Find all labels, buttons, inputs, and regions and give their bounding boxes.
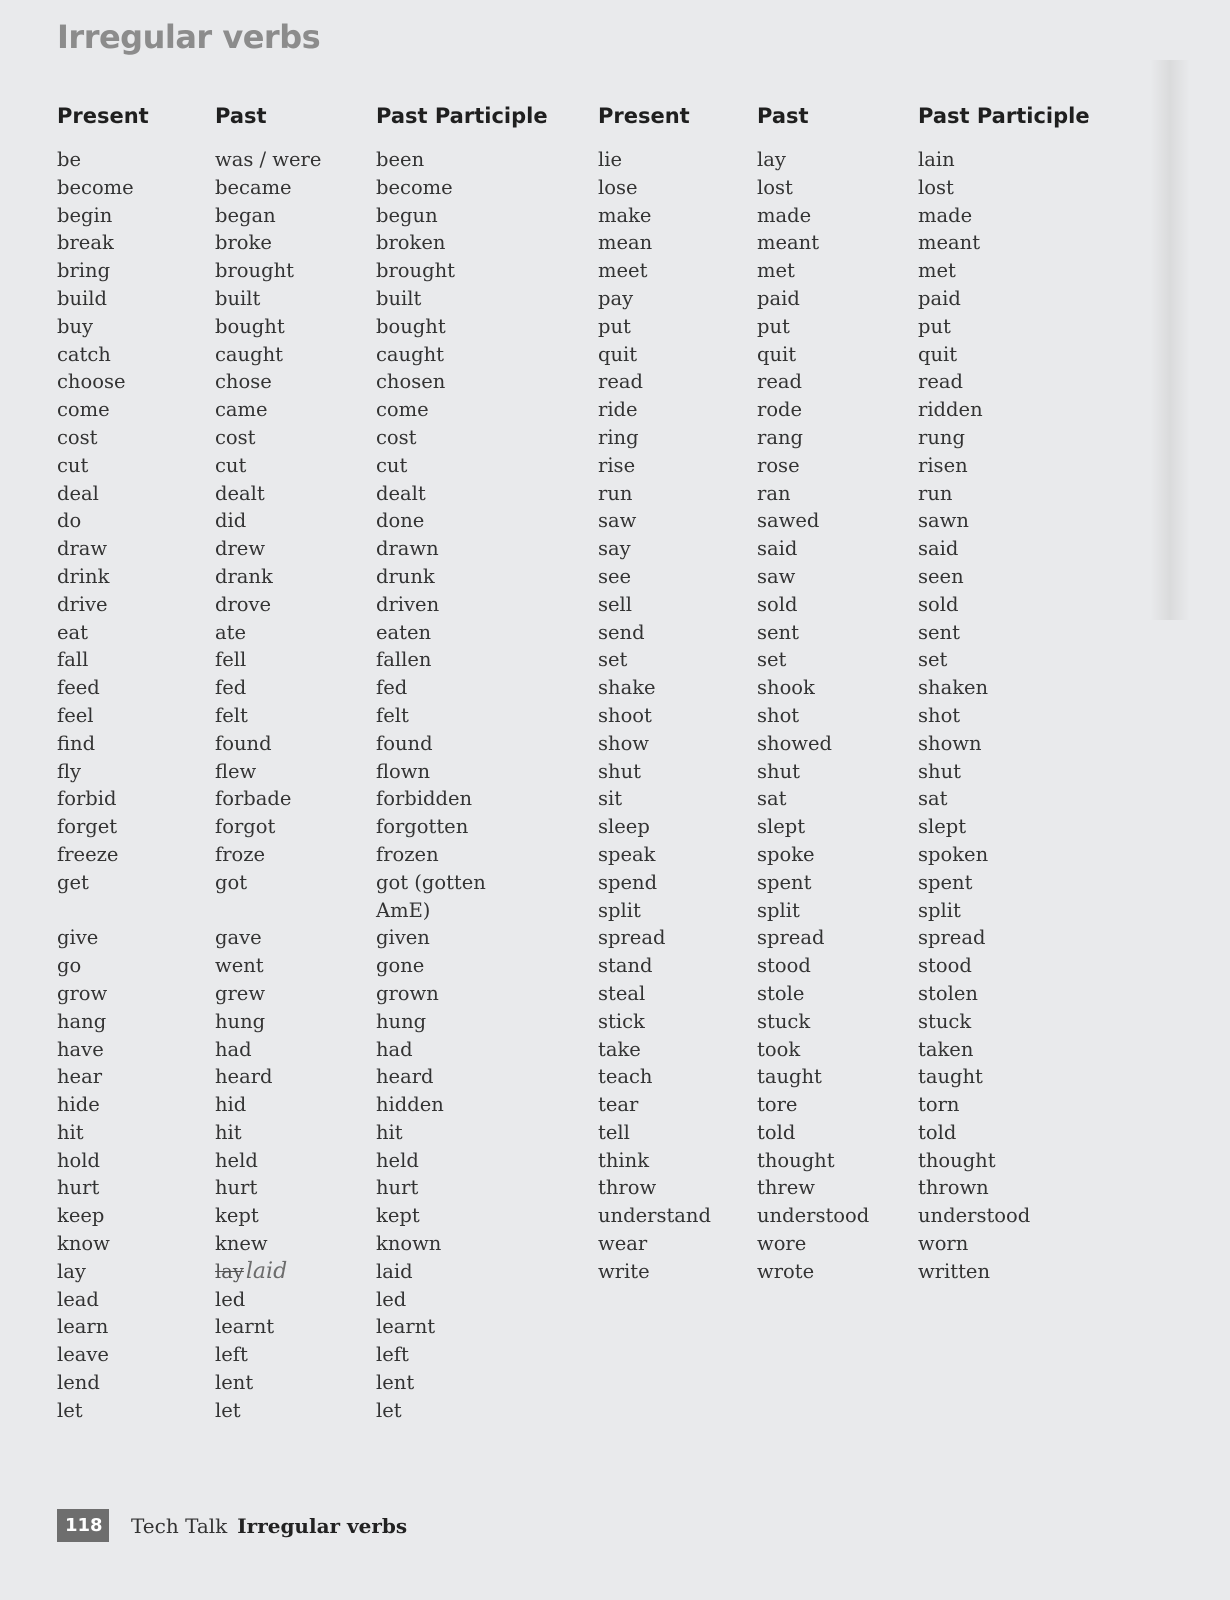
scan-smudge (1150, 60, 1190, 620)
verb-cell: held (215, 1148, 258, 1172)
verb-cell: known (376, 1232, 442, 1256)
header-past-2: Past (757, 104, 809, 128)
verb-cell: saw (598, 509, 637, 533)
verb-cell: quit (757, 342, 797, 366)
verb-cell: lent (215, 1371, 254, 1395)
verb-cell: speak (598, 842, 656, 866)
verb-cell: split (918, 898, 961, 922)
verb-cell: ridden (918, 398, 983, 422)
verb-cell: let (57, 1398, 83, 1422)
verb-cell: say (598, 537, 631, 561)
verb-cell: see (598, 564, 632, 588)
verb-cell: drove (215, 592, 272, 616)
verb-cell: meant (757, 231, 820, 255)
verb-cell: thrown (918, 1176, 989, 1200)
verb-cell: threw (757, 1176, 815, 1200)
verb-cell: slept (918, 815, 967, 839)
verb-cell: fly (57, 759, 82, 783)
verb-cell: drink (57, 564, 110, 588)
verb-cell: deal (57, 481, 99, 505)
footer-book-title: Tech Talk (131, 1513, 228, 1538)
verb-cell: grown (376, 981, 439, 1005)
verb-cell: cost (215, 425, 256, 449)
page-footer (57, 1509, 407, 1542)
verb-cell: shook (757, 676, 815, 700)
page-number: 118 (57, 1509, 109, 1542)
verb-cell: lost (918, 175, 954, 199)
verb-cell: bought (376, 314, 446, 338)
verb-cell: stolen (918, 981, 978, 1005)
verb-cell: stuck (918, 1009, 972, 1033)
verb-cell: made (918, 203, 973, 227)
verb-cell: forgotten (376, 815, 469, 839)
verb-cell: sent (918, 620, 960, 644)
struck-word: lay (215, 1259, 244, 1283)
verb-cell: drunk (376, 564, 435, 588)
verb-cell: understood (757, 1204, 870, 1228)
verb-cell: began (215, 203, 276, 227)
verb-cell: sawn (918, 509, 969, 533)
verb-cell: be (57, 148, 82, 171)
column-past-participle-1 (376, 146, 486, 1425)
verb-cell: tear (598, 1093, 639, 1117)
verb-cell: become (376, 175, 453, 199)
verb-cell: forbade (215, 787, 292, 811)
verb-cell: come (57, 398, 110, 422)
verb-cell: hit (215, 1120, 242, 1144)
verb-cell: come (376, 398, 429, 422)
verb-cell: go (57, 954, 82, 978)
verb-cell (215, 1258, 321, 1286)
verb-cell (215, 897, 321, 925)
verb-cell: quit (598, 342, 638, 366)
verb-cell: left (215, 1343, 248, 1367)
verb-cell: broke (215, 231, 272, 255)
verb-cell: break (57, 231, 114, 255)
verb-cell: understood (918, 1204, 1031, 1228)
verb-cell: eaten (376, 620, 432, 644)
verb-cell: quit (918, 342, 958, 366)
verb-cell: slept (757, 815, 806, 839)
verb-cell: let (376, 1398, 402, 1422)
header-past-participle-1: Past Participle (376, 104, 548, 128)
verb-cell: shoot (598, 703, 652, 727)
verb-cell: driven (376, 592, 440, 616)
verb-cell: worn (918, 1232, 969, 1256)
verb-cell: spend (598, 870, 658, 894)
footer-section-title: Irregular verbs (237, 1513, 408, 1538)
verb-cell: given (376, 926, 430, 950)
column-past-participle-2 (918, 146, 1030, 1286)
verb-cell: led (376, 1287, 407, 1311)
verb-cell: lent (376, 1371, 415, 1395)
verb-cell: get (57, 870, 89, 894)
verb-cell: hung (376, 1009, 427, 1033)
verb-cell: paid (757, 286, 800, 310)
verb-cell: have (57, 1037, 104, 1061)
verb-cell: told (757, 1120, 796, 1144)
verb-cell: chose (215, 370, 272, 394)
verb-cell: feed (57, 676, 100, 700)
verb-cell: read (918, 370, 963, 394)
verb-cell: bought (215, 314, 285, 338)
verb-cell: left (376, 1343, 409, 1367)
verb-cell: hide (57, 1093, 100, 1117)
verb-cell: show (598, 731, 649, 755)
verb-cell: ring (598, 425, 639, 449)
verb-cell: think (598, 1148, 650, 1172)
verb-cell: hidden (376, 1093, 444, 1117)
verb-cell: begun (376, 203, 438, 227)
verb-cell: kept (215, 1204, 259, 1228)
verb-cell: built (376, 286, 422, 310)
verb-cell: thought (918, 1148, 996, 1172)
verb-cell: hold (57, 1148, 101, 1172)
verb-cell: begin (57, 203, 113, 227)
verb-cell: stand (598, 954, 653, 978)
verb-cell: shut (757, 759, 800, 783)
column-present-1 (57, 146, 134, 1425)
verb-cell: had (215, 1037, 252, 1061)
verb-cell: torn (918, 1093, 960, 1117)
verb-cell: hid (215, 1093, 247, 1117)
verb-cell: keep (57, 1204, 105, 1228)
verb-cell: write (598, 1259, 650, 1283)
verb-cell: gave (215, 926, 262, 950)
verb-cell: fall (57, 648, 89, 672)
verb-cell: went (215, 954, 264, 978)
verb-cell: wrote (757, 1259, 815, 1283)
verb-cell: cut (215, 453, 247, 477)
verb-cell: pay (598, 286, 634, 310)
verb-cell: spread (918, 926, 986, 950)
verb-cell: took (757, 1037, 801, 1061)
verb-cell: become (57, 175, 134, 199)
verb-cell: stood (918, 954, 972, 978)
verb-cell: lain (918, 148, 955, 171)
verb-cell: built (215, 286, 261, 310)
verb-cell: seen (918, 564, 964, 588)
verb-cell: stick (598, 1009, 645, 1033)
header-present-1: Present (57, 104, 149, 128)
verb-cell: shot (918, 703, 961, 727)
verb-cell: set (757, 648, 787, 672)
verb-cell: find (57, 731, 96, 755)
verb-cell: learnt (376, 1315, 436, 1339)
verb-cell: stole (757, 981, 805, 1005)
verb-cell: run (918, 481, 953, 505)
verb-cell: meant (918, 231, 981, 255)
verb-cell: flew (215, 759, 257, 783)
verb-cell: found (215, 731, 272, 755)
verb-cell: spent (918, 870, 973, 894)
verb-cell: knew (215, 1232, 268, 1256)
verb-cell: showed (757, 731, 833, 755)
verb-cell: read (757, 370, 802, 394)
verb-cell: sit (598, 787, 623, 811)
verb-cell: lead (57, 1287, 99, 1311)
verb-cell: rang (757, 425, 803, 449)
verb-cell: taught (757, 1065, 822, 1089)
verb-cell (57, 897, 134, 925)
verb-cell: felt (215, 703, 248, 727)
verb-cell: froze (215, 842, 266, 866)
verb-cell: cut (57, 453, 89, 477)
verb-cell: came (215, 398, 268, 422)
verb-cell: shot (757, 703, 800, 727)
verb-cell: lay (757, 148, 786, 171)
verb-cell: caught (376, 342, 444, 366)
verb-cell: said (757, 537, 798, 561)
verb-cell: set (598, 648, 628, 672)
verb-cell: had (376, 1037, 413, 1061)
verb-cell: sent (757, 620, 799, 644)
verb-cell: saw (757, 564, 796, 588)
verb-cell: put (918, 314, 951, 338)
verb-cell: lay (57, 1259, 86, 1283)
verb-cell: forbidden (376, 787, 473, 811)
verb-cell: teach (598, 1065, 653, 1089)
verb-cell: sell (598, 592, 633, 616)
verb-cell: broken (376, 231, 446, 255)
verb-cell: take (598, 1037, 641, 1061)
verb-cell: do (57, 509, 82, 533)
verb-cell: bring (57, 259, 111, 283)
verb-cell: met (918, 259, 956, 283)
verb-cell: sat (918, 787, 948, 811)
verb-cell: put (598, 314, 631, 338)
verb-cell: heard (376, 1065, 434, 1089)
verb-cell: rose (757, 453, 800, 477)
verb-cell: chosen (376, 370, 446, 394)
verb-cell: draw (57, 537, 108, 561)
verb-cell: been (376, 148, 425, 171)
verb-cell: was / were (215, 148, 322, 171)
verb-cell: forget (57, 815, 118, 839)
verb-cell: dealt (215, 481, 265, 505)
verb-cell: got (gotten (376, 870, 486, 894)
verb-cell: AmE) (376, 898, 431, 922)
verb-cell: drive (57, 592, 108, 616)
verb-cell: heard (215, 1065, 273, 1089)
verb-cell: sat (757, 787, 787, 811)
header-present-2: Present (598, 104, 690, 128)
verb-cell: gone (376, 954, 425, 978)
verb-cell: learn (57, 1315, 109, 1339)
verb-cell: stood (757, 954, 811, 978)
verb-cell: shown (918, 731, 982, 755)
verb-cell: ate (215, 620, 247, 644)
verb-cell: shaken (918, 676, 989, 700)
verb-cell: read (598, 370, 643, 394)
verb-cell: forbid (57, 787, 117, 811)
column-present-2 (598, 146, 711, 1286)
header-past-participle-2: Past Participle (918, 104, 1090, 128)
verb-cell: made (757, 203, 812, 227)
verb-cell: mean (598, 231, 653, 255)
verb-cell: done (376, 509, 425, 533)
verb-cell: rung (918, 425, 965, 449)
verb-cell: cost (57, 425, 98, 449)
verb-cell: spoken (918, 842, 989, 866)
verb-cell: shut (598, 759, 641, 783)
verb-cell: leave (57, 1343, 109, 1367)
column-past-1 (215, 146, 321, 1425)
verb-cell: give (57, 926, 99, 950)
verb-cell: put (757, 314, 790, 338)
verb-cell: hurt (376, 1176, 419, 1200)
verb-cell: written (918, 1259, 991, 1283)
verb-cell: steal (598, 981, 646, 1005)
verb-cell: told (918, 1120, 957, 1144)
verb-cell: feel (57, 703, 94, 727)
verb-cell: fell (215, 648, 247, 672)
verb-cell: meet (598, 259, 648, 283)
page-title: Irregular verbs (57, 18, 321, 56)
verb-cell: catch (57, 342, 111, 366)
verb-cell: lie (598, 148, 623, 171)
verb-cell: became (215, 175, 292, 199)
verb-cell: drew (215, 537, 266, 561)
verb-cell: frozen (376, 842, 439, 866)
verb-cell: fallen (376, 648, 432, 672)
verb-cell: buy (57, 314, 94, 338)
verb-cell: hit (376, 1120, 403, 1144)
verb-cell: know (57, 1232, 110, 1256)
verb-cell: fed (215, 676, 247, 700)
verb-cell: brought (215, 259, 294, 283)
verb-cell: taught (918, 1065, 983, 1089)
verb-cell: thought (757, 1148, 835, 1172)
handwritten-correction: laid (245, 1258, 288, 1284)
verb-cell: understand (598, 1204, 711, 1228)
verb-cell: drank (215, 564, 273, 588)
verb-cell: hit (57, 1120, 84, 1144)
verb-cell: spread (598, 926, 666, 950)
verb-cell: grew (215, 981, 266, 1005)
verb-cell: let (215, 1398, 241, 1422)
verb-cell: cost (376, 425, 417, 449)
verb-cell: cut (376, 453, 408, 477)
verb-cell: ran (757, 481, 791, 505)
verb-cell: spread (757, 926, 825, 950)
verb-cell: sold (757, 592, 798, 616)
verb-cell: did (215, 509, 247, 533)
verb-cell: laid (376, 1259, 413, 1283)
verb-cell: brought (376, 259, 455, 283)
verb-cell: hear (57, 1065, 103, 1089)
verb-cell: shut (918, 759, 961, 783)
verb-cell: rise (598, 453, 636, 477)
verb-cell: eat (57, 620, 89, 644)
verb-cell: split (598, 898, 641, 922)
verb-cell: send (598, 620, 645, 644)
verb-cell: ride (598, 398, 638, 422)
verb-cell: caught (215, 342, 283, 366)
verb-cell: choose (57, 370, 126, 394)
verb-cell: lost (757, 175, 793, 199)
verb-cell: sawed (757, 509, 820, 533)
verb-cell: lend (57, 1371, 100, 1395)
verb-cell: learnt (215, 1315, 275, 1339)
verb-cell: flown (376, 759, 430, 783)
verb-cell: make (598, 203, 652, 227)
verb-cell: led (215, 1287, 246, 1311)
verb-cell: hang (57, 1009, 107, 1033)
verb-cell: rode (757, 398, 803, 422)
verb-cell: drawn (376, 537, 439, 561)
verb-cell: tore (757, 1093, 798, 1117)
verb-cell: tell (598, 1120, 630, 1144)
verb-cell: met (757, 259, 795, 283)
verb-cell: wear (598, 1232, 648, 1256)
verb-cell: found (376, 731, 433, 755)
verb-cell: fed (376, 676, 408, 700)
verb-cell: lose (598, 175, 638, 199)
verb-cell: forgot (215, 815, 276, 839)
verb-cell: taken (918, 1037, 974, 1061)
verb-cell: felt (376, 703, 409, 727)
verb-cell: kept (376, 1204, 420, 1228)
verb-cell: spoke (757, 842, 815, 866)
verb-cell: shake (598, 676, 656, 700)
verb-cell: build (57, 286, 107, 310)
verb-cell: sold (918, 592, 959, 616)
verb-cell: risen (918, 453, 968, 477)
verb-cell: run (598, 481, 633, 505)
verb-cell: split (757, 898, 800, 922)
verb-cell: hurt (215, 1176, 258, 1200)
verb-cell: stuck (757, 1009, 811, 1033)
verb-cell: dealt (376, 481, 426, 505)
column-past-2 (757, 146, 869, 1286)
header-past-1: Past (215, 104, 267, 128)
verb-cell: hung (215, 1009, 266, 1033)
verb-cell: spent (757, 870, 812, 894)
verb-cell: hurt (57, 1176, 100, 1200)
verb-cell: got (215, 870, 248, 894)
verb-cell: paid (918, 286, 961, 310)
verb-cell: said (918, 537, 959, 561)
verb-cell: sleep (598, 815, 650, 839)
verb-cell: wore (757, 1232, 807, 1256)
verb-cell: set (918, 648, 948, 672)
verb-cell: grow (57, 981, 108, 1005)
verb-cell: throw (598, 1176, 657, 1200)
verb-cell: held (376, 1148, 419, 1172)
verb-cell: freeze (57, 842, 119, 866)
